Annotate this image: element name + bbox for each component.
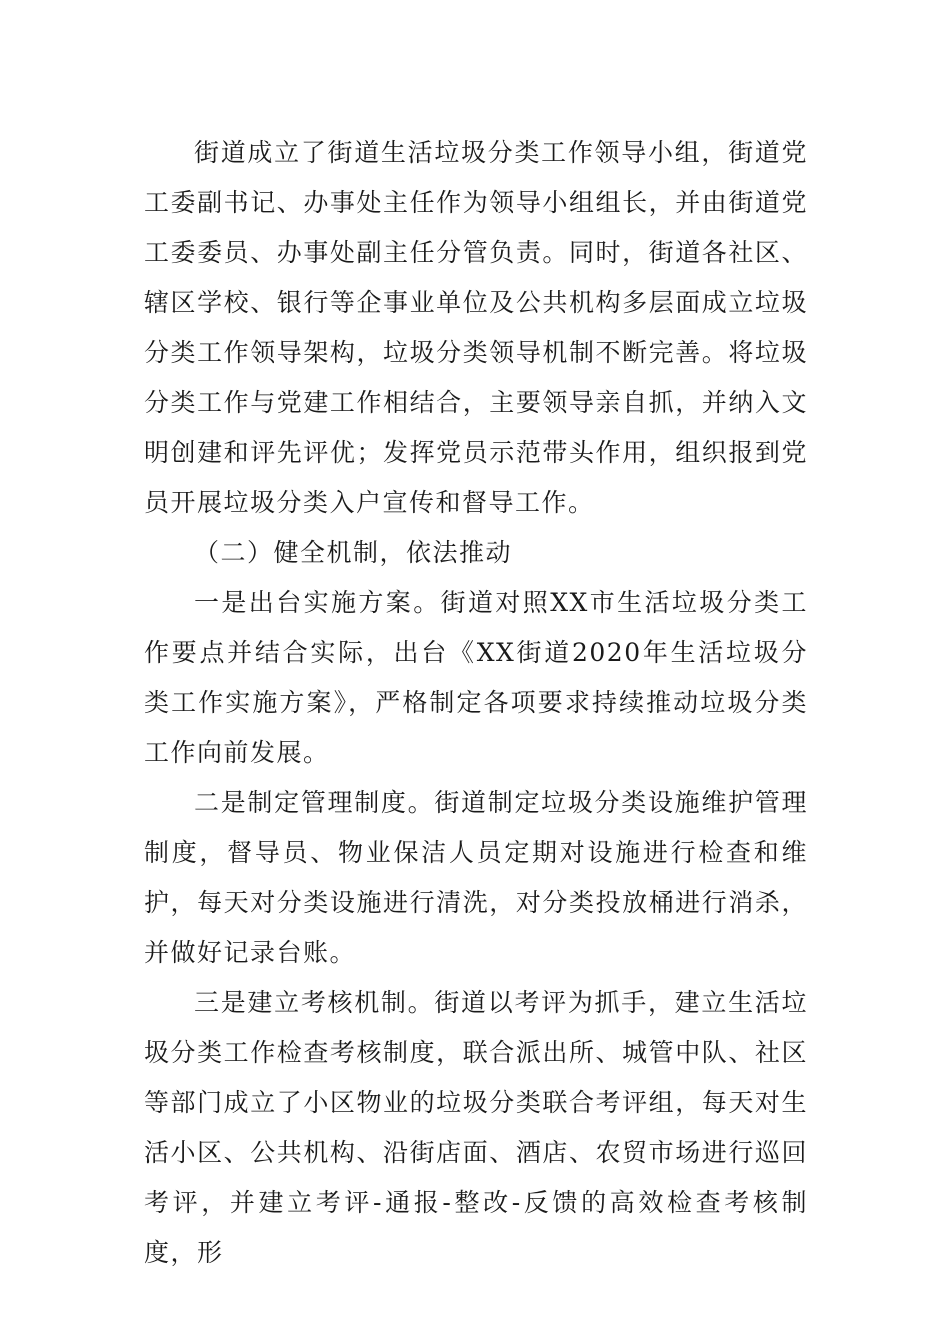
paragraph-management-system: 二是制定管理制度。街道制定垃圾分类设施维护管理制度，督导员、物业保洁人员定期对设施进行检查和维护，每天对分类设施进行清洗，对分类投放桶进行消杀，并做好记录台账。	[144, 788, 808, 967]
paragraph-implementation-plan: 一是出台实施方案。街道对照XX市生活垃圾分类工作要点并结合实际，出台《XX街道2020年生活垃圾分类工作实施方案》，严格制定各项要求持续推动垃圾分类工作向前发展。	[144, 588, 808, 767]
document-body	[144, 128, 808, 1278]
section-heading-mechanism: （二）健全机制，依法推动	[194, 538, 513, 567]
paragraph-leadership-group: 街道成立了街道生活垃圾分类工作领导小组，街道党工委副书记、办事处主任作为领导小组组长，并由街道党工委委员、办事处副主任分管负责。同时，街道各社区、辖区学校、银行等企事业单位及公共机构多层面成立垃圾分类工作领导架构，垃圾分类领导机制不断完善。将垃圾分类工作与党建工作相结合，主要领导亲自抓，并纳入文明创建和评先评优；发挥党员示范带头作用，组织报到党员开展垃圾分类入户宣传和督导工作。	[144, 138, 808, 517]
paragraph-assessment-mechanism: 三是建立考核机制。街道以考评为抓手，建立生活垃圾分类工作检查考核制度，联合派出所、城管中队、社区等部门成立了小区物业的垃圾分类联合考评组，每天对生活小区、公共机构、沿街店面、酒店、农贸市场进行巡回考评，并建立考评-通报-整改-反馈的高效检查考核制度，形	[144, 988, 808, 1267]
